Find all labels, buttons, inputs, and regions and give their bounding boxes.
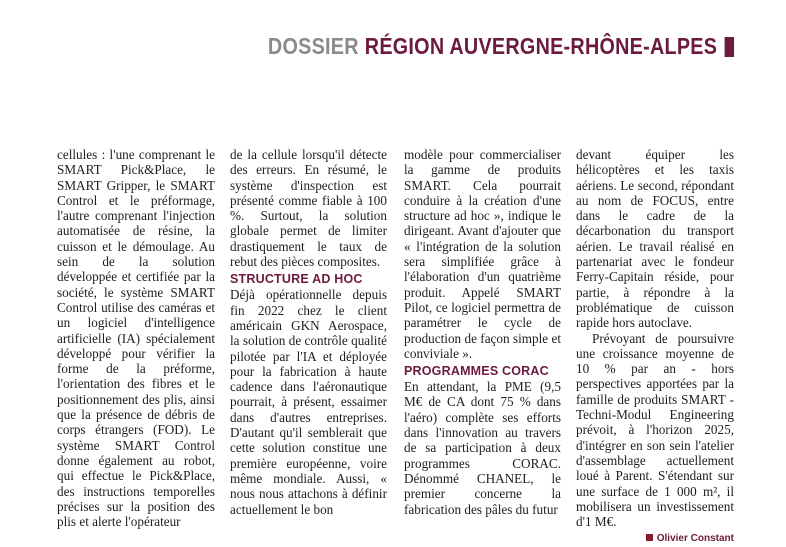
paragraph: modèle pour commercialiser la gamme de produits SMART. Cela pourrait conduire à la création d'une structure ad hoc », indique le dirigeant. Avant d'ajouter que « l'intégration de la solution sera simplifiée grâce à l'élaboration d'un quatrième produit. Appelé SMART Pilot, ce logiciel permettra de paramétrer le cycle de production de façon simple et conviviale ».	[404, 147, 561, 361]
paragraph: Déjà opérationnelle depuis fin 2022 chez le client américain GKN Aerospace, la solution de contrôle qualité pilotée par l'IA et déployée pour la fabrication à haute cadence dans l'aéronautique pourrait, à présent, essaimer dans d'autres entreprises. D'autant qu'il semblerait que cette solution constitue une première européenne, voire même mondiale. Aussi, « nous nous attachons à définir actuellement le bon	[230, 287, 387, 517]
region-title: RÉGION AUVERGNE-RHÔNE-ALPES	[364, 33, 717, 59]
signature-square-icon	[646, 534, 653, 541]
article-column-3	[404, 147, 561, 517]
paragraph: de la cellule lorsqu'il détecte des erreurs. En résumé, le système d'inspection est présenté comme fiable à 100 %. Surtout, la solution globale permet de limiter drastiquement le taux de rebut des pièces composites.	[230, 147, 387, 270]
paragraph: cellules : l'une comprenant le SMART Pick&Place, le SMART Gripper, le SMART Control et le préformage, l'autre comprenant l'injection automatisée de résine, la cuisson et le démoulage. Au sein de la solution développée et certifiée par la société, le système SMART Control utilise des caméras et un logiciel d'intelligence artificielle (IA) spécialement développé pour vérifier la forme de la préforme, l'orientation des fibres et le positionnement des plis, ainsi que la présence de débris de corps étrangers (FOD). Le système SMART Control donne également au robot, qui effectue le Pick&Place, des instructions temporelles précises sur la position des plis et alerte l'opérateur	[57, 147, 215, 530]
article-column-1	[57, 147, 215, 529]
paragraph: Prévoyant de poursuivre une croissance moyenne de 10 % par an - hors perspectives apportées par la famille de produits SMART - Techni-Modul Engineering prévoit, à l'horizon 2025, d'intégrer en son sein l'atelier d'assemblage actuellement loué à Parent. S'étendant sur une surface de 1 000 m², il mobilisera un investissement d'1 M€.	[576, 330, 734, 530]
section-label: DOSSIER	[267, 33, 359, 59]
subheading-structure-ad-hoc: STRUCTURE AD HOC	[230, 272, 363, 287]
author-signature	[576, 531, 734, 546]
article-column-2	[230, 147, 387, 517]
paragraph: devant équiper les hélicoptères et les taxis aériens. Le second, répondant au nom de FOCUS, entre dans le cadre de la décarbonation du transport aérien. Le travail réalisé en partenariat avec le fondeur Ferry-Capitain réside, pour partie, à répondre à la problématique de cuisson rapide hors autoclave.	[576, 147, 734, 331]
subheading-programmes-corac: PROGRAMMES CORAC	[404, 364, 549, 379]
header-square-icon	[725, 37, 734, 57]
paragraph: En attendant, la PME (9,5 M€ de CA dont 75 % dans l'aéro) complète ses efforts dans l'innovation au travers de sa participation à deux programmes CORAC. Dénommé CHANEL, le premier concerne la fabrication des pâles du futur	[404, 379, 561, 517]
section-header	[268, 33, 734, 60]
author-name: Olivier Constant	[656, 533, 734, 545]
